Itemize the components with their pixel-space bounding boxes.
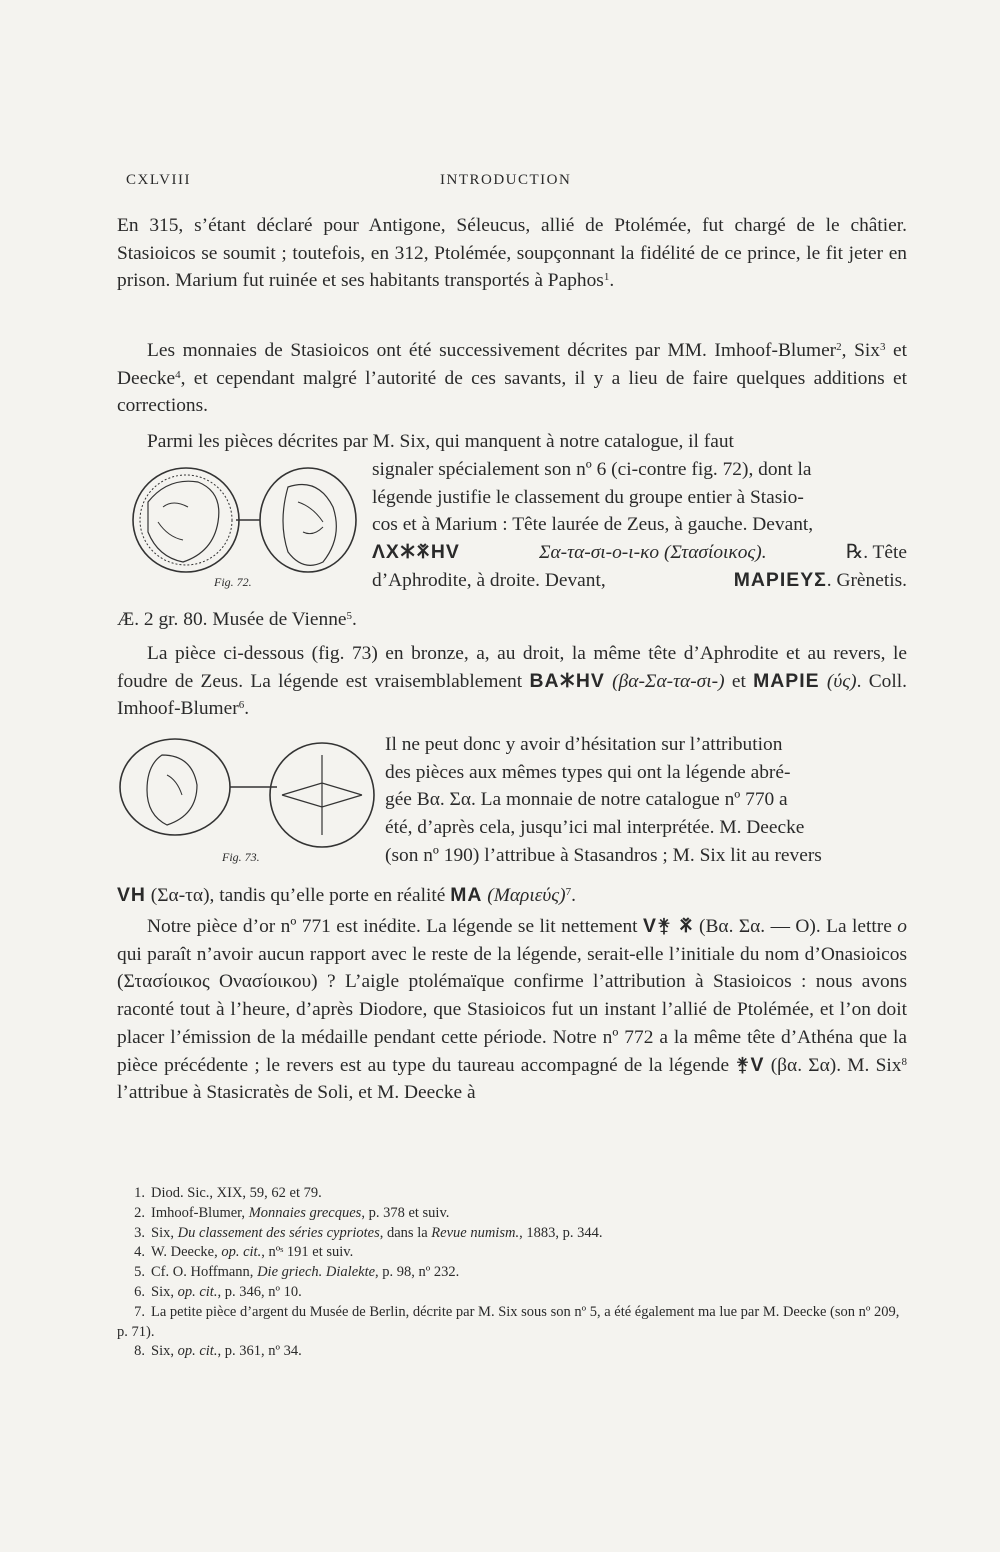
paragraph-3-wrap (372, 456, 907, 595)
note-ref-2: 2 (836, 341, 842, 353)
p6-letter-o: o (897, 916, 907, 937)
p4-c: . Coll. Imhoof-Blumer (117, 670, 907, 720)
p3-line-2: légende justifie le classement du groupe entier à Stasio- (372, 486, 804, 508)
p6-e: l’attribue à Stasicratès de Soli, et M. Deecke à (117, 1082, 476, 1104)
footnotes (117, 1184, 907, 1362)
cypriot-legend-5: ⚵V (735, 1053, 765, 1076)
p5-line-5: (son nº 190) l’attribue à Stasandros ; M. Six lit au revers (385, 844, 822, 866)
cypriot-legend-4: V⚵ 𐠎 (642, 915, 694, 937)
p4-greek: (βα-Σα-τα-σι-) (604, 670, 725, 692)
p3-line-5a: d’Aphrodite, à droite. Devant, (372, 569, 606, 591)
note-ref-7: 7 (565, 886, 572, 898)
figure-73-coins (117, 735, 377, 855)
footnote-4: 4. W. Deecke, op. cit., nºˢ 191 et suiv. (134, 1244, 354, 1261)
p3-line-3: cos et à Marium : Tête laurée de Zeus, à gauche. Devant, (372, 514, 814, 536)
cypriot-legend-1: ΛΧ𐠎𐠀ΗV (372, 541, 460, 564)
cypriot-legend-2: ΒΑ𐠀ΗV (529, 669, 605, 692)
p5-last-c: . (571, 885, 576, 906)
note-ref-5: 5 (346, 610, 353, 622)
page-folio: CXLVIII (126, 172, 191, 188)
p3-last: Æ. 2 gr. 80. Musée de Vienne (117, 609, 347, 630)
p6-c: qui paraît n’avoir aucun rapport avec le reste de la légende, serait-elle l’initiale du nom d’Onasioicos (Στασίοικος Ονασίοικου) ? L’aigle ptolémaïque confirme l’attribution à Stasioicos : nous avons raconté tout à l’heure, d’après Diodore, que Stasioicos fut un instant l’allié de Ptolémée, et l’on doit placer l’émission de la médaille pendant cette période. Notre nº 772 a la même tête d’Athéna que la pièce précédente ; le revers est au type du taureau accompagné de la légende (117, 943, 907, 1076)
greek-transcription-1: Σα-τα-σι-ο-ι-κο (Στασίοικος). (538, 542, 767, 564)
p3-line-5 (372, 567, 907, 595)
figure-72-coins (128, 462, 358, 582)
p4-b: et (724, 670, 754, 692)
note-ref-4: 4 (175, 368, 181, 381)
p5-line-2: des pièces aux mêmes types qui ont la légende abré- (385, 761, 791, 783)
footnote-2: 2. Imhoof-Blumer, Monnaies grecques, p. 378 et suiv. (134, 1204, 450, 1221)
coin-illustration-73 (117, 735, 377, 850)
footnote-1: 1. Diod. Sic., XIX, 59, 62 et 79. (134, 1185, 322, 1201)
p6-d: (βα. Σα). M. Six (764, 1054, 902, 1076)
p2-b: , Six (841, 340, 880, 361)
footnote-3: 3. Six, Du classement des séries cypriotes, dans la Revue numism., 1883, p. 344. (134, 1224, 603, 1241)
p3-line-1: signaler spécialement son nº 6 (ci-contre fig. 72), dont la (372, 459, 812, 480)
figure-72-caption: Fig. 72. (214, 575, 252, 589)
greek-legend-ma: ΜΑ (450, 884, 483, 906)
p5-line-4: été, d’après cela, jusqu’ici mal interprétée. M. Deecke (385, 817, 805, 839)
p2-c: et Deecke (117, 340, 908, 389)
greek-legend-mariey: ΜΑΡΙΕΥΣ (733, 568, 827, 591)
p3-line-4 (372, 539, 907, 567)
paragraph-3-last: Æ. 2 gr. 80. Musée de Vienne$^5$. (117, 609, 357, 630)
reverse-label: ℞. Tête (845, 542, 907, 564)
p4-greek2: (ύς) (819, 670, 857, 692)
note-ref-6: 6 (238, 699, 245, 712)
note-ref-3: 3 (879, 341, 886, 353)
paragraph-1-text: En 315, s’étant déclaré pour Antigone, Séleucus, allié de Ptolémée, fut chargé de le châtier. Stasioicos se soumit ; toutefois, en 312, Ptolémée, soupçonnant la fidélité de ce prince, le fit jeter en prison. Marium fut ruinée et ses habitants transportés à Paphos (117, 215, 907, 292)
figure-73-caption: Fig. 73. (222, 850, 260, 864)
p5-last-a: (Σα-τα), tandis qu’elle porte en réalité (145, 885, 451, 906)
footnote-7: 7. La petite pièce d’argent du Musée de Berlin, décrite par M. Six sous son nº 5, a été également ma lue par M. Deecke (son nº 209, p. 71). (117, 1303, 900, 1340)
running-title: INTRODUCTION (440, 172, 572, 188)
paragraph-4: La pièce ci-dessous (fig. 73) en bronze, a, au droit, la même tête d’Aphrodite et au revers, le foudre de Zeus. La légende est vraisemblablement ΒΑ𐠀ΗV (βα-Σα-τα-σι-) et ΜΑΡΙΕ (ύς). Coll. Imhoof-Blumer$^6$. (117, 643, 907, 720)
paragraph-2 (117, 337, 907, 420)
p6-a: Notre pièce d’or nº 771 est inédite. La légende se lit nettement (147, 916, 643, 937)
paragraph-3-first (117, 428, 907, 456)
note-ref-1: 1 (603, 271, 610, 284)
paragraph-5-wrap (385, 731, 907, 870)
p5-last-b: (Μαριεύς) (482, 885, 566, 906)
cypriot-legend-3: VΗ (117, 884, 146, 906)
p5-line-3: gée Βα. Σα. La monnaie de notre catalogue nº 770 a (385, 789, 788, 811)
p4-a: La pièce ci-dessous (fig. 73) en bronze, a, au droit, la même tête d’Aphrodite et au revers, le foudre de Zeus. La légende est vraisemblablement (117, 643, 907, 692)
footnote-5: 5. Cf. O. Hoffmann, Die griech. Dialekte, p. 98, nº 232. (134, 1264, 460, 1281)
p6-b: (Βα. Σα. — O). La lettre (693, 916, 898, 937)
footnote-8: 8. Six, op. cit., p. 361, nº 34. (134, 1343, 302, 1360)
p3-first: Parmi les pièces décrites par M. Six, qui manquent à notre catalogue, il faut (147, 431, 734, 452)
p2-a: Les monnaies de Stasioicos ont été successivement décrites par MM. Imhoof-Blumer (147, 340, 837, 361)
coin-illustration-72 (128, 462, 358, 577)
paragraph-5-last (117, 882, 907, 910)
p2-d: , et cependant malgré l’autorité de ces savants, il y a lieu de faire quelques additions et corrections. (117, 367, 907, 417)
greek-legend-marie: ΜΑΡΙΕ (753, 669, 820, 692)
p5-line-1: Il ne peut donc y avoir d’hésitation sur l’attribution (385, 734, 783, 755)
footnote-6: 6. Six, op. cit., p. 346, nº 10. (134, 1283, 302, 1300)
p3-line-5b: . Grènetis. (826, 569, 907, 591)
note-ref-8: 8 (901, 1055, 907, 1068)
paragraph-1: En 315, s’étant déclaré pour Antigone, Séleucus, allié de Ptolémée, fut chargé de le châtier. Stasioicos se soumit ; toutefois, en 312, Ptolémée, soupçonnant la fidélité de ce prince, le fit jeter en prison. Marium fut ruinée et ses habitants transportés à Paphos$^1$. (117, 215, 907, 292)
paragraph-6 (117, 913, 907, 1107)
